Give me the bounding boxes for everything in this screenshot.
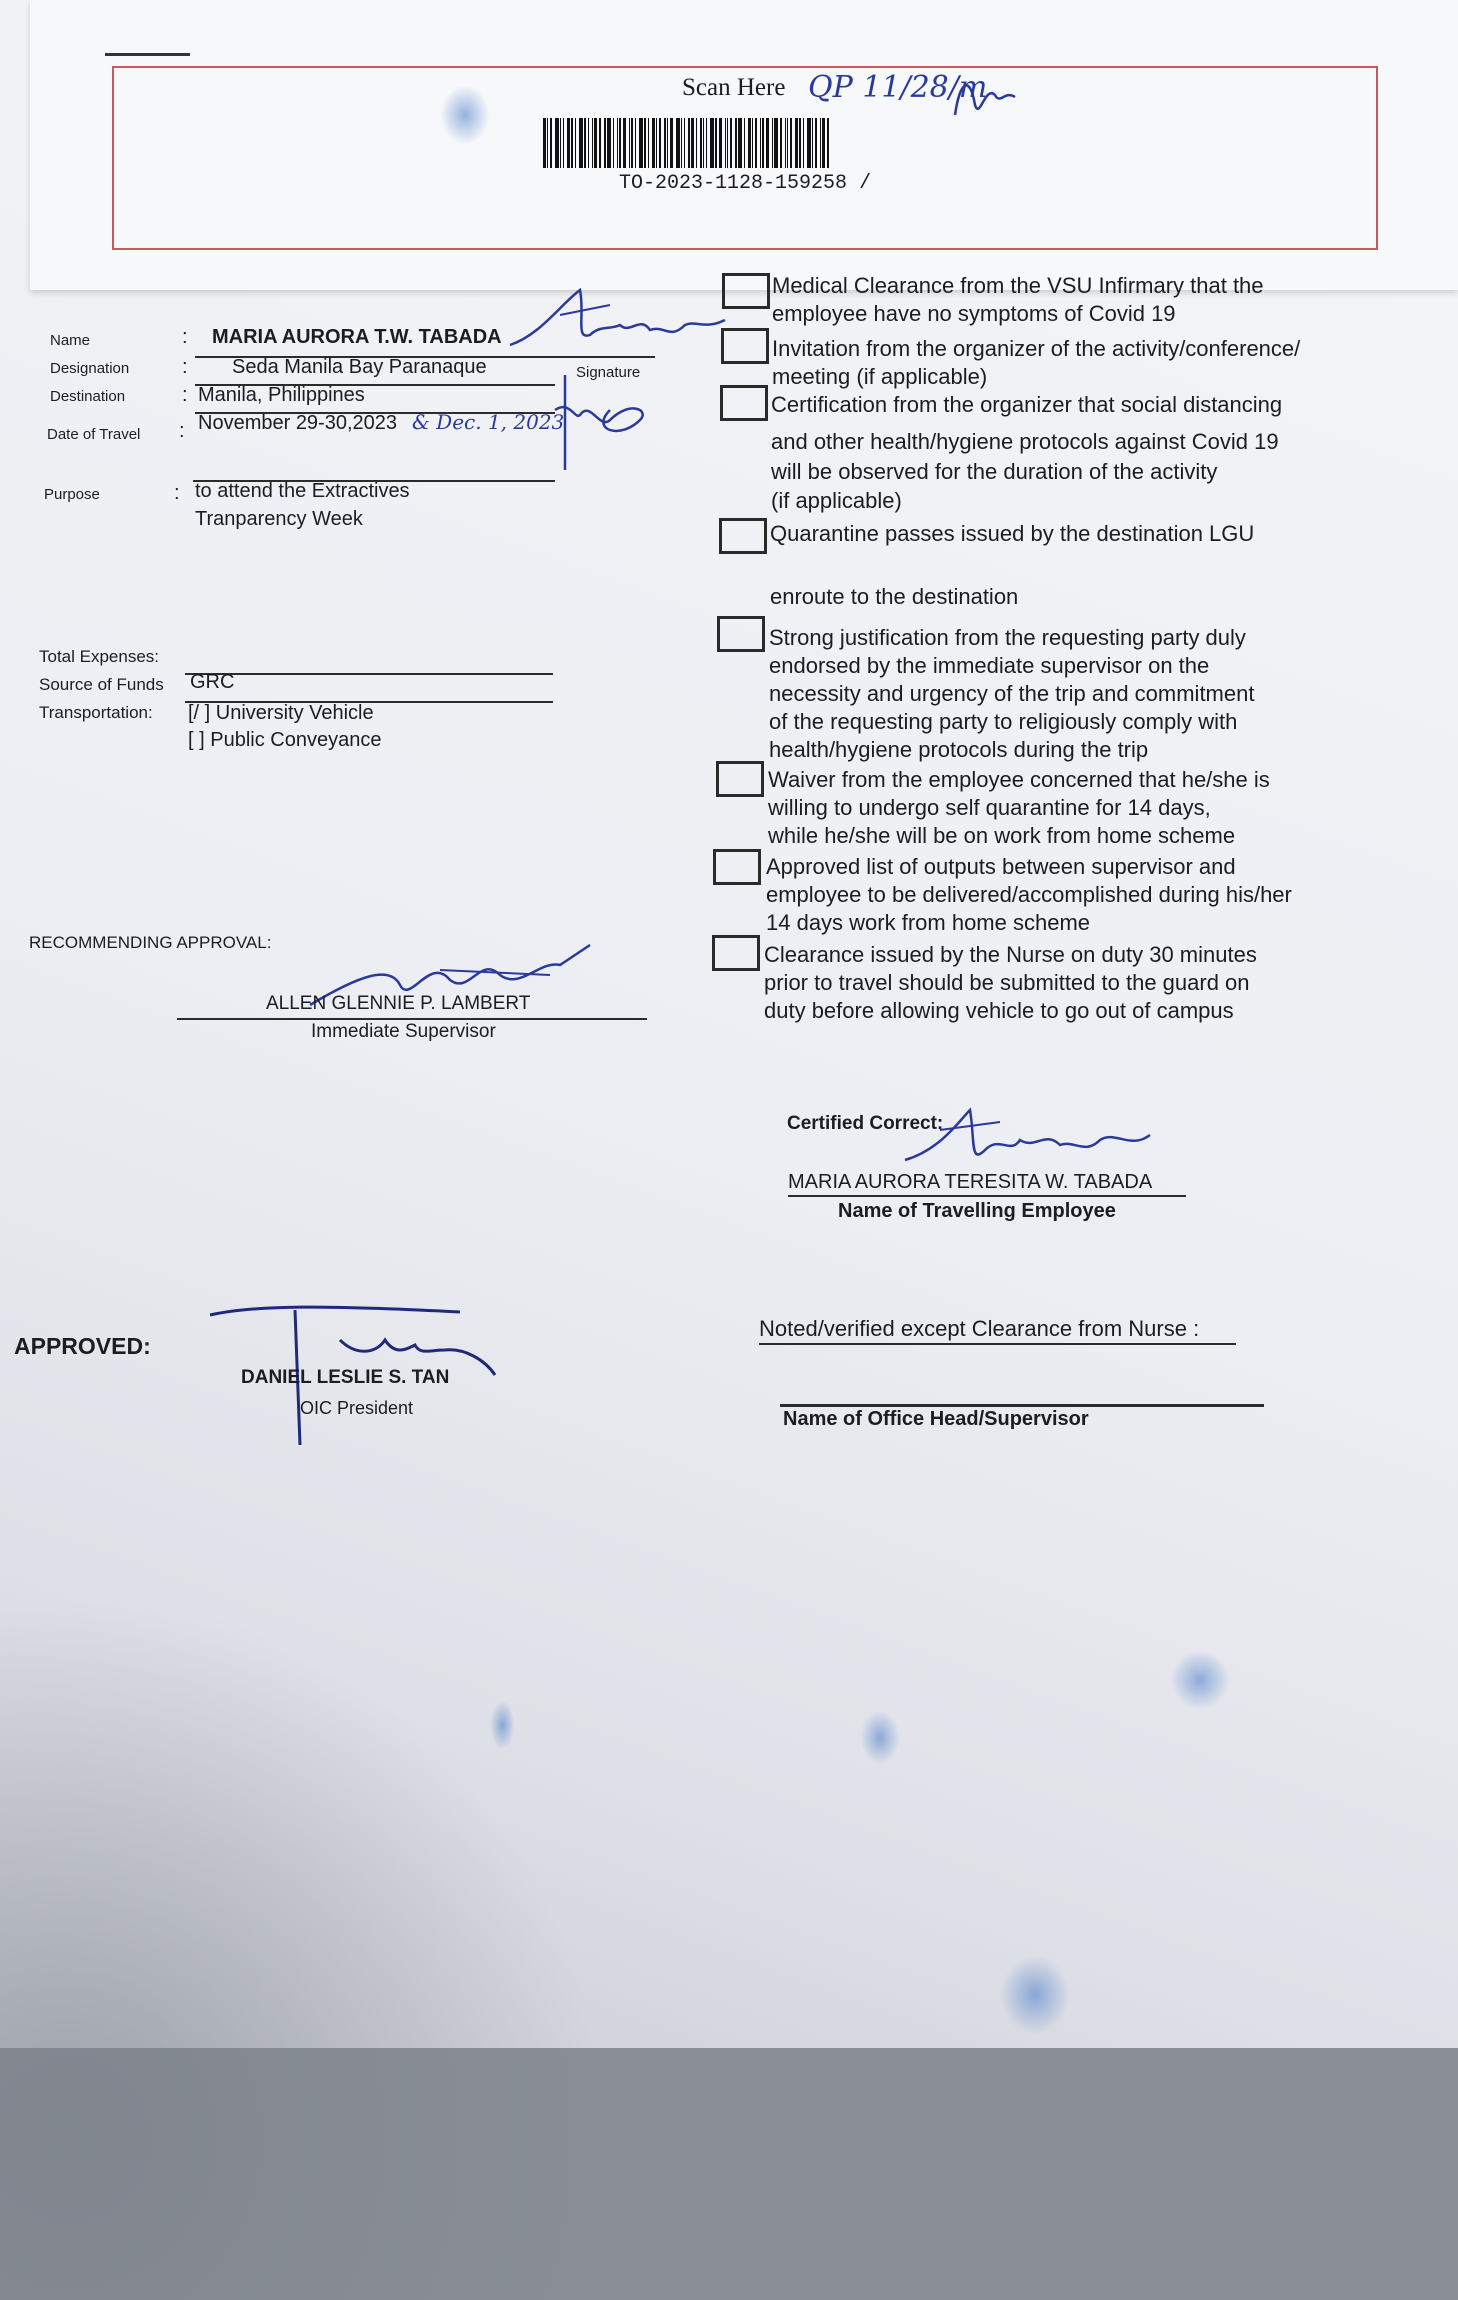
barcode-bar bbox=[822, 118, 825, 168]
barcode-bar bbox=[584, 118, 586, 168]
checklist-item-text: while he/she will be on work from home scheme bbox=[768, 823, 1236, 848]
ink-smudge bbox=[1000, 1955, 1070, 2035]
total-expenses-line bbox=[185, 673, 553, 675]
barcode-bar bbox=[727, 118, 728, 168]
checklist-item-text: Strong justification from the requesting party duly bbox=[769, 625, 1246, 650]
checklist-item-text: meeting (if applicable) bbox=[772, 364, 988, 389]
barcode-bar bbox=[560, 118, 561, 168]
checkbox[interactable] bbox=[721, 328, 769, 364]
barcode-bar bbox=[594, 118, 597, 168]
barcode-bar bbox=[629, 118, 630, 168]
barcode-bar bbox=[684, 118, 685, 168]
barcode-bar bbox=[703, 118, 704, 168]
checklist-item-text: duty before allowing vehicle to go out of campus bbox=[764, 998, 1234, 1023]
barcode-bar bbox=[762, 118, 764, 168]
purpose-line2: Tranparency Week bbox=[195, 508, 363, 530]
checklist-item-text: 14 days work from home scheme bbox=[766, 910, 1091, 935]
barcode-bar bbox=[803, 118, 804, 168]
barcode-bar bbox=[738, 118, 742, 168]
barcode-bar bbox=[755, 118, 757, 168]
barcode-bar bbox=[688, 118, 690, 168]
barcode-bar bbox=[659, 118, 661, 168]
checkbox[interactable] bbox=[713, 849, 761, 885]
checklist-item-text: will be observed for the duration of the activity bbox=[771, 459, 1218, 484]
date-colon: : bbox=[179, 420, 185, 442]
total-expenses-label: Total Expenses: bbox=[39, 647, 160, 666]
barcode-bar bbox=[588, 118, 589, 168]
checklist-item-text: prior to travel should be submitted to the guard on bbox=[764, 970, 1250, 995]
barcode-bar bbox=[656, 118, 657, 168]
destination-label: Destination bbox=[50, 388, 126, 405]
name-value: MARIA AURORA T.W. TABADA bbox=[212, 326, 502, 348]
transportation-label: Transportation: bbox=[39, 703, 153, 722]
supervisor-title: Immediate Supervisor bbox=[311, 1021, 496, 1042]
checklist-item-text: Waiver from the employee concerned that he/she is bbox=[768, 767, 1270, 792]
barcode-bar bbox=[579, 118, 583, 168]
name-label: Name bbox=[50, 332, 91, 349]
barcode-bar bbox=[619, 118, 621, 168]
barcode-bar bbox=[617, 118, 618, 168]
page-shadow bbox=[0, 1500, 700, 2300]
transport-option-vehicle: [/ ] University Vehicle bbox=[188, 702, 374, 724]
name-colon: : bbox=[182, 326, 188, 348]
barcode-bar bbox=[644, 118, 646, 168]
barcode-bar bbox=[730, 118, 732, 168]
barcode bbox=[543, 118, 943, 168]
office-head-line bbox=[780, 1404, 1264, 1407]
source-funds-label: Source of Funds bbox=[39, 675, 164, 694]
checklist-item-text: necessity and urgency of the trip and commitment bbox=[769, 681, 1255, 706]
checklist-item-text: Quarantine passes issued by the destination LGU bbox=[770, 521, 1255, 546]
transport-option-public: [ ] Public Conveyance bbox=[188, 729, 382, 751]
barcode-bar bbox=[719, 118, 722, 168]
tracking-mark: / bbox=[859, 172, 872, 195]
ink-smudge bbox=[860, 1710, 900, 1765]
checklist-item-text: of the requesting party to religiously comply with bbox=[769, 709, 1238, 734]
barcode-bar bbox=[827, 118, 829, 168]
checklist-item-text: endorsed by the immediate supervisor on the bbox=[769, 653, 1210, 678]
checklist-item-text: and other health/hygiene protocols against Covid 19 bbox=[771, 429, 1279, 454]
barcode-bar bbox=[772, 118, 773, 168]
checklist-item-text: health/hygiene protocols during the trip bbox=[769, 737, 1149, 762]
ink-smudge bbox=[490, 1700, 515, 1750]
barcode-bar bbox=[820, 118, 821, 168]
barcode-bar bbox=[613, 118, 614, 168]
president-title: OIC President bbox=[300, 1398, 414, 1418]
checkbox[interactable] bbox=[722, 273, 770, 309]
certifier-underline bbox=[788, 1195, 1186, 1197]
barcode-bar bbox=[774, 118, 778, 168]
barcode-bar bbox=[567, 118, 570, 168]
checkbox[interactable] bbox=[716, 761, 764, 797]
checkbox[interactable] bbox=[712, 935, 760, 971]
purpose-label: Purpose bbox=[44, 486, 100, 503]
checkbox[interactable] bbox=[719, 518, 767, 554]
checklist-item-text: employee to be delivered/accomplished during his/her bbox=[766, 882, 1292, 907]
barcode-bar bbox=[676, 118, 680, 168]
checklist-item-text: (if applicable) bbox=[771, 488, 902, 513]
barcode-bar bbox=[607, 118, 611, 168]
barcode-bar bbox=[681, 118, 682, 168]
barcode-bar bbox=[623, 118, 626, 168]
checklist-item-text: Certification from the organizer that social distancing bbox=[771, 392, 1283, 417]
date-value: November 29-30,2023 bbox=[198, 412, 398, 434]
barcode-bar bbox=[555, 118, 559, 168]
date-label: Date of Travel bbox=[47, 426, 141, 443]
barcode-bar bbox=[563, 118, 564, 168]
barcode-bar bbox=[748, 118, 751, 168]
checklist-item-text: Medical Clearance from the VSU Infirmary that the bbox=[772, 273, 1264, 298]
barcode-bar bbox=[571, 118, 573, 168]
barcode-bar bbox=[696, 118, 697, 168]
barcode-bar bbox=[795, 118, 798, 168]
barcode-bar bbox=[604, 118, 606, 168]
barcode-bar bbox=[735, 118, 737, 168]
approved-label: APPROVED: bbox=[14, 1333, 151, 1359]
checklist-item-text: willing to undergo self quarantine for 14 days, bbox=[768, 795, 1211, 820]
certifier-signature bbox=[900, 1100, 1160, 1180]
barcode-bar bbox=[631, 118, 633, 168]
destination-value: Manila, Philippines bbox=[198, 384, 365, 406]
barcode-bar bbox=[550, 118, 552, 168]
designation-colon: : bbox=[182, 356, 188, 378]
source-funds-value: GRC bbox=[190, 671, 235, 693]
barcode-bar bbox=[547, 118, 548, 168]
barcode-bar bbox=[700, 118, 702, 168]
scan-label: Scan Here bbox=[682, 74, 786, 101]
scan-initials-signature bbox=[950, 75, 1020, 120]
purpose-line1: to attend the Extractives bbox=[195, 480, 410, 502]
signature-label: Signature bbox=[576, 364, 641, 381]
supervisor-name: ALLEN GLENNIE P. LAMBERT bbox=[266, 993, 531, 1014]
noted-label: Noted/verified except Clearance from Nurse : bbox=[759, 1316, 1200, 1341]
noted-underline bbox=[759, 1343, 1236, 1345]
certified-label: Certified Correct: bbox=[787, 1113, 944, 1134]
barcode-bar bbox=[710, 118, 714, 168]
barcode-bar bbox=[807, 118, 811, 168]
barcode-bar bbox=[744, 118, 745, 168]
ink-smudge bbox=[1170, 1650, 1230, 1710]
barcode-bar bbox=[592, 118, 593, 168]
barcode-bar bbox=[691, 118, 694, 168]
barcode-bar bbox=[780, 118, 782, 168]
barcode-bar bbox=[667, 118, 668, 168]
checklist-item-text: enroute to the destination bbox=[770, 584, 1019, 609]
designation-label: Designation bbox=[50, 360, 130, 377]
checkbox[interactable] bbox=[720, 385, 768, 421]
certifier-name: MARIA AURORA TERESITA W. TABADA bbox=[788, 1171, 1153, 1193]
barcode-bar bbox=[706, 118, 707, 168]
header-dash bbox=[105, 53, 190, 56]
president-name: DANIEL LESLIE S. TAN bbox=[241, 1367, 450, 1388]
barcode-bar bbox=[799, 118, 801, 168]
barcode-bar bbox=[648, 118, 649, 168]
checklist-item-text: Invitation from the organizer of the activity/conference/ bbox=[772, 336, 1301, 361]
scan-handwritten-note: QP 11/28/m bbox=[808, 70, 988, 105]
barcode-bar bbox=[575, 118, 576, 168]
barcode-bar bbox=[664, 118, 666, 168]
recommending-approval-label: RECOMMENDING APPROVAL: bbox=[29, 933, 272, 952]
barcode-bar bbox=[652, 118, 655, 168]
barcode-bar bbox=[815, 118, 817, 168]
designation-value: Seda Manila Bay Paranaque bbox=[232, 356, 487, 378]
date-handwritten: & Dec. 1, 2023 bbox=[412, 410, 565, 434]
barcode-bar bbox=[752, 118, 753, 168]
ink-smudge bbox=[440, 85, 490, 145]
barcode-bar bbox=[787, 118, 788, 168]
checklist-item-text: Clearance issued by the Nurse on duty 30 minutes bbox=[764, 942, 1257, 967]
checklist-item-text: Approved list of outputs between supervisor and bbox=[766, 854, 1236, 879]
destination-colon: : bbox=[182, 384, 188, 406]
barcode-bar bbox=[725, 118, 726, 168]
barcode-bar bbox=[812, 118, 813, 168]
barcode-bar bbox=[715, 118, 717, 168]
barcode-bar bbox=[790, 118, 792, 168]
purpose-colon: : bbox=[174, 482, 180, 504]
barcode-bar bbox=[760, 118, 761, 168]
barcode-bar bbox=[599, 118, 601, 168]
date-initials-signature bbox=[550, 370, 660, 480]
traveller-signature bbox=[500, 285, 730, 365]
barcode-bar bbox=[670, 118, 673, 168]
supervisor-line bbox=[177, 1018, 647, 1020]
barcode-bar bbox=[766, 118, 769, 168]
barcode-bar bbox=[635, 118, 636, 168]
barcode-bar bbox=[543, 118, 546, 168]
certifier-title: Name of Travelling Employee bbox=[838, 1200, 1116, 1222]
barcode-bar bbox=[639, 118, 643, 168]
office-head-title: Name of Office Head/Supervisor bbox=[783, 1408, 1089, 1430]
tracking-number: TO-2023-1128-159258 / bbox=[619, 172, 872, 195]
barcode-bar bbox=[785, 118, 786, 168]
checklist-item-text: employee have no symptoms of Covid 19 bbox=[772, 301, 1176, 326]
checkbox[interactable] bbox=[717, 616, 765, 652]
